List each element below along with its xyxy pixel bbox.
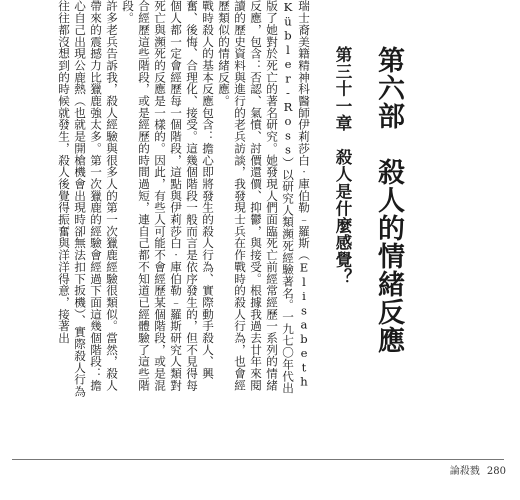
- chapter-title: 第三十一章 殺人是什麼感覺？: [333, 46, 352, 286]
- body-text: [0, 0, 312, 402]
- part-title: 第六部 殺人的情緒反應: [373, 46, 404, 354]
- running-title: 論殺戮: [449, 466, 480, 477]
- paragraph: 戰時殺人的基本反應包含：擔心即將發生的殺人行為、實際動手殺人、興奮、後悔、合理化、接受。這幾個階段一般而言是依序發生的，但不見得每個人都一定會經歷每一個階段，這點與伊莉莎白‧庫伯勒﹣羅斯研究人類對死亡與瀕死的反應是一樣的。因此，有些人可能不會經歷某個階段，或是混合經歷這些階段，或是經歷的時間過短，連自己都不知道已經體驗了這些階段。: [121, 0, 215, 392]
- footer-rule: [12, 459, 504, 460]
- paragraph: 瑞士裔美籍精神科醫師伊莉莎白‧庫伯勒﹣羅斯（Elisabeth Kübler-Ross）以研究人類瀕死經驗著名。一九七〇年代出版了她對於死亡的著名研究。她發現人們面臨死亡前經常經歷一系列的情緒反應，包含：否認、氣憤、討價還價、抑鬱，與接受。根據我過去廿年來閱讀的歷史資料與進行的老兵訪談，我發現士兵在作戰時的殺人行為，也會經歷類似的情緒反應。: [217, 0, 311, 394]
- page-number: 280: [486, 466, 506, 477]
- paragraph: 許多老兵告訴我，殺人經驗與很多人的第一次獵鹿經驗很類似。當然，殺人帶來的震撼力比獵鹿強太多。第一次獵鹿的經驗會經過下面這幾個階段：擔心自己出現公鹿熱（也就是開槍機會出現時卻無法扣下扳機）、實際殺人行為往往都沒想到的時候就發生，殺人後覺得振奮與洋洋得意，接著出: [57, 0, 119, 398]
- page-footer: [446, 462, 506, 477]
